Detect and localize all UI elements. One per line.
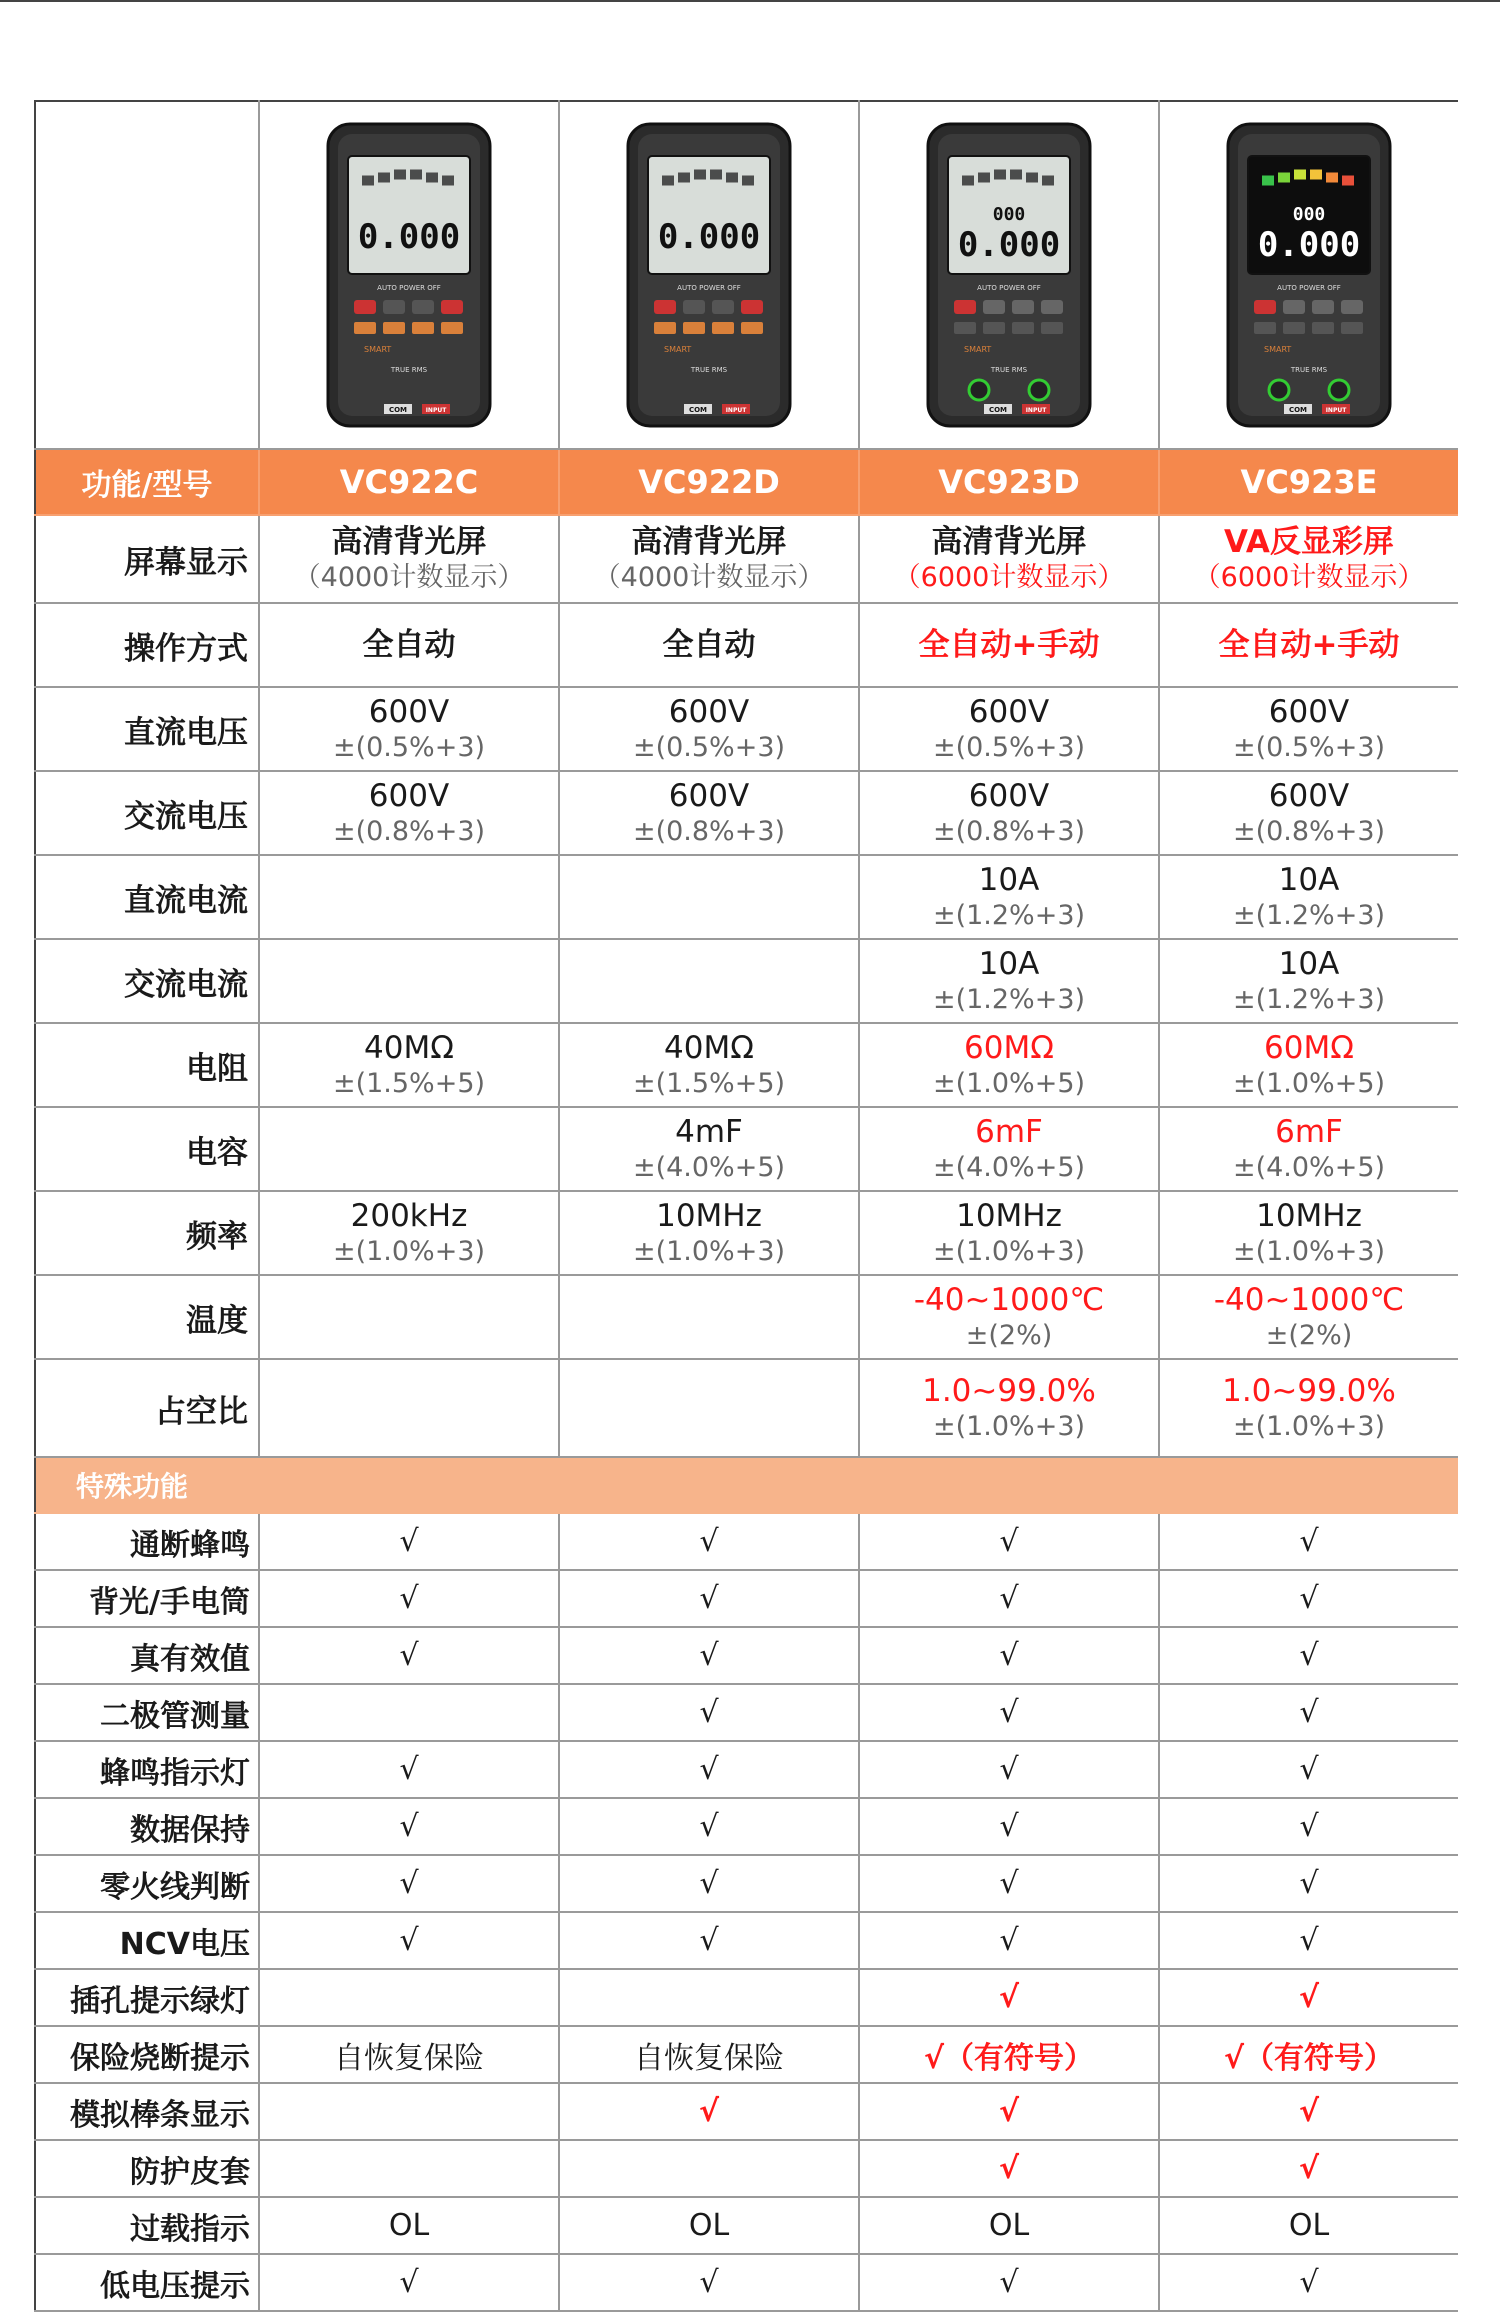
feature-label: 真有效值 [35, 1627, 259, 1684]
spec-value: 600V [968, 778, 1050, 814]
spec-value: 全自动+手动 [918, 627, 1100, 663]
spec-row [35, 1275, 1458, 1359]
feature-cell [259, 1969, 559, 2026]
spec-cell [259, 687, 559, 771]
svg-text:SMART: SMART [364, 345, 392, 354]
spec-cell [559, 515, 859, 603]
spec-accuracy: ±(0.8%+3) [932, 816, 1086, 847]
spec-cell [259, 939, 559, 1023]
spec-accuracy: ±(0.5%+3) [1232, 732, 1386, 763]
feature-cell: 自恢复保险 [259, 2026, 559, 2083]
spec-value: -40~1000℃ [913, 1282, 1105, 1318]
spec-accuracy: ±(1.5%+5) [632, 1068, 786, 1099]
feature-label: 保险烧断提示 [35, 2026, 259, 2083]
spec-accuracy: ±(1.2%+3) [932, 900, 1086, 931]
feature-cell: √（有符号） [1159, 2026, 1458, 2083]
feature-label: 蜂鸣指示灯 [35, 1741, 259, 1798]
check-mark: √ [259, 1627, 559, 1684]
check-mark: √ [859, 1969, 1159, 2026]
feature-label: 数据保持 [35, 1798, 259, 1855]
feature-row [35, 2197, 1458, 2254]
spec-row [35, 603, 1458, 687]
spec-accuracy: ±(0.5%+3) [632, 732, 786, 763]
check-mark: √ [1159, 1627, 1458, 1684]
spec-value: 600V [968, 694, 1050, 730]
svg-text:TRUE RMS: TRUE RMS [990, 366, 1028, 374]
feature-row [35, 2026, 1458, 2083]
spec-accuracy: ±(0.5%+3) [932, 732, 1086, 763]
spec-value: 600V [1268, 778, 1350, 814]
feature-row [35, 2254, 1458, 2311]
spec-label: 电阻 [35, 1023, 259, 1107]
svg-text:AUTO POWER OFF: AUTO POWER OFF [977, 284, 1041, 292]
svg-text:0.000: 0.000 [657, 217, 761, 257]
svg-text:AUTO POWER OFF: AUTO POWER OFF [1277, 284, 1341, 292]
svg-text:SMART: SMART [964, 345, 992, 354]
model-name: VC923D [859, 449, 1159, 515]
spec-value: 10MHz [656, 1198, 762, 1234]
check-mark: √ [559, 2254, 859, 2311]
check-mark: √ [859, 1570, 1159, 1627]
spec-row [35, 1107, 1458, 1191]
spec-cell [1159, 1359, 1458, 1457]
spec-value: 600V [668, 778, 750, 814]
spec-cell [259, 855, 559, 939]
svg-text:SMART: SMART [664, 345, 692, 354]
feature-cell: OL [559, 2197, 859, 2254]
spec-value: 60MΩ [1264, 1030, 1354, 1066]
spec-accuracy: ±(0.8%+3) [632, 816, 786, 847]
spec-accuracy: ±(1.0%+3) [932, 1411, 1086, 1442]
comparison-table-container [34, 100, 1458, 2322]
spec-cell [1159, 515, 1458, 603]
spec-accuracy: ±(4.0%+5) [632, 1152, 786, 1183]
spec-value: 10A [1278, 946, 1340, 982]
check-mark: √ [559, 1855, 859, 1912]
spec-cell [859, 1191, 1159, 1275]
spec-accuracy: ±(2%) [965, 1320, 1053, 1351]
spec-value: 10A [978, 946, 1040, 982]
feature-cell: OL [1159, 2197, 1458, 2254]
spec-value: 40MΩ [664, 1030, 754, 1066]
check-mark: √ [1159, 1684, 1458, 1741]
check-mark: √ [259, 1513, 559, 1570]
spec-cell [259, 1359, 559, 1457]
spec-cell [859, 603, 1159, 687]
spec-row [35, 1191, 1458, 1275]
spec-value: VA反显彩屏 [1224, 524, 1394, 560]
spec-row [35, 1359, 1458, 1457]
check-mark: √ [1159, 1741, 1458, 1798]
spec-value: 全自动+手动 [1218, 627, 1400, 663]
spec-cell [559, 1359, 859, 1457]
feature-row [35, 1912, 1458, 1969]
feature-label: 防护皮套 [35, 2140, 259, 2197]
spec-value: 60MΩ [964, 1030, 1054, 1066]
spec-cell [259, 771, 559, 855]
feature-cell [559, 1969, 859, 2026]
model-header-row [35, 449, 1458, 515]
check-mark: √ [859, 1627, 1159, 1684]
check-mark: √ [259, 1741, 559, 1798]
check-mark: √ [559, 1741, 859, 1798]
svg-text:AUTO POWER OFF: AUTO POWER OFF [677, 284, 741, 292]
spec-value: 全自动 [662, 627, 756, 663]
spec-cell [559, 1191, 859, 1275]
spec-value: 200kHz [350, 1198, 468, 1234]
spec-cell [859, 855, 1159, 939]
check-mark: √ [859, 2140, 1159, 2197]
spec-cell [859, 1275, 1159, 1359]
spec-cell [1159, 1275, 1458, 1359]
svg-text:INPUT: INPUT [425, 407, 447, 414]
feature-row [35, 1627, 1458, 1684]
spec-value: 6mF [1275, 1114, 1343, 1150]
check-mark: √ [1159, 1969, 1458, 2026]
check-mark: √ [859, 1855, 1159, 1912]
spec-cell [259, 1023, 559, 1107]
feature-row [35, 1798, 1458, 1855]
feature-row [35, 2083, 1458, 2140]
check-mark: √ [1159, 1912, 1458, 1969]
spec-label: 直流电流 [35, 855, 259, 939]
spec-cell [559, 855, 859, 939]
check-mark: √ [559, 2083, 859, 2140]
svg-text:COM: COM [1288, 406, 1308, 414]
check-mark: √ [559, 1627, 859, 1684]
feature-cell: 自恢复保险 [559, 2026, 859, 2083]
product-image-cell [559, 101, 859, 449]
spec-label: 交流电压 [35, 771, 259, 855]
feature-cell: √（有符号） [859, 2026, 1159, 2083]
check-mark: √ [859, 1798, 1159, 1855]
section-header-row [35, 1457, 1458, 1513]
spec-cell [859, 515, 1159, 603]
spec-cell [859, 1107, 1159, 1191]
spec-value: 高清背光屏 [331, 524, 487, 560]
spec-label: 交流电流 [35, 939, 259, 1023]
svg-text:0.000: 0.000 [957, 225, 1061, 265]
spec-cell [259, 603, 559, 687]
svg-text:TRUE RMS: TRUE RMS [690, 366, 728, 374]
spec-cell [559, 1023, 859, 1107]
model-name: VC923E [1159, 449, 1458, 515]
check-mark: √ [559, 1684, 859, 1741]
spec-cell [1159, 771, 1458, 855]
spec-accuracy: ±(1.0%+3) [932, 1236, 1086, 1267]
spec-value: 600V [368, 778, 450, 814]
feature-label: 背光/手电筒 [35, 1570, 259, 1627]
multimeter-image [624, 120, 794, 430]
spec-value: 600V [668, 694, 750, 730]
spec-cell [559, 771, 859, 855]
spec-row [35, 939, 1458, 1023]
spec-value: 600V [368, 694, 450, 730]
spec-value: 高清背光屏 [631, 524, 787, 560]
spec-row [35, 1023, 1458, 1107]
feature-label: 通断蜂鸣 [35, 1513, 259, 1570]
svg-text:SMART: SMART [1264, 345, 1292, 354]
spec-value: 6mF [975, 1114, 1043, 1150]
svg-text:AUTO POWER OFF: AUTO POWER OFF [377, 284, 441, 292]
svg-text:000: 000 [1292, 204, 1326, 225]
spec-accuracy: ±(1.0%+3) [632, 1236, 786, 1267]
spec-value: 10A [978, 862, 1040, 898]
spec-value: 10MHz [956, 1198, 1062, 1234]
feature-label: NCV电压 [35, 1912, 259, 1969]
spec-cell [559, 603, 859, 687]
check-mark: √ [859, 2083, 1159, 2140]
svg-text:COM: COM [388, 406, 408, 414]
spec-value: 4mF [675, 1114, 743, 1150]
spec-accuracy: ±(1.5%+5) [332, 1068, 486, 1099]
check-mark: √ [259, 1570, 559, 1627]
spec-accuracy: ±(1.2%+3) [1232, 984, 1386, 1015]
check-mark: √ [1159, 2083, 1458, 2140]
spec-cell [1159, 1107, 1458, 1191]
svg-text:TRUE RMS: TRUE RMS [1290, 366, 1328, 374]
check-mark: √ [259, 1855, 559, 1912]
model-name: VC922D [559, 449, 859, 515]
spec-value: 1.0~99.0% [922, 1373, 1096, 1409]
feature-row [35, 1570, 1458, 1627]
spec-row [35, 855, 1458, 939]
image-row [35, 101, 1458, 449]
spec-accuracy: ±(4.0%+5) [1232, 1152, 1386, 1183]
feature-row [35, 1855, 1458, 1912]
feature-cell [259, 2083, 559, 2140]
feature-cell [559, 2140, 859, 2197]
spec-cell [859, 939, 1159, 1023]
spec-cell [859, 687, 1159, 771]
spec-accuracy: （4000计数显示） [593, 562, 825, 593]
spec-cell [559, 1107, 859, 1191]
feature-cell: OL [259, 2197, 559, 2254]
feature-label: 二极管测量 [35, 1684, 259, 1741]
feature-label: 零火线判断 [35, 1855, 259, 1912]
section-title: 特殊功能 [35, 1457, 1458, 1513]
spec-row [35, 515, 1458, 603]
spec-cell [859, 1023, 1159, 1107]
spec-label: 操作方式 [35, 603, 259, 687]
spec-accuracy: （6000计数显示） [893, 562, 1125, 593]
spec-accuracy: ±(2%) [1265, 1320, 1353, 1351]
check-mark: √ [859, 1912, 1159, 1969]
spec-accuracy: （4000计数显示） [293, 562, 525, 593]
feature-model-header: 功能/型号 [35, 449, 259, 515]
feature-label: 模拟棒条显示 [35, 2083, 259, 2140]
spec-value: 600V [1268, 694, 1350, 730]
svg-text:0.000: 0.000 [1257, 225, 1361, 265]
spec-cell [1159, 1023, 1458, 1107]
spec-accuracy: ±(1.0%+5) [1232, 1068, 1386, 1099]
spec-row [35, 771, 1458, 855]
multimeter-image [924, 120, 1094, 430]
check-mark: √ [259, 2254, 559, 2311]
spec-accuracy: ±(1.2%+3) [932, 984, 1086, 1015]
spec-value: -40~1000℃ [1213, 1282, 1405, 1318]
spec-cell [259, 1275, 559, 1359]
spec-accuracy: ±(0.5%+3) [332, 732, 486, 763]
spec-accuracy: （6000计数显示） [1193, 562, 1425, 593]
check-mark: √ [1159, 1798, 1458, 1855]
spec-cell [1159, 1191, 1458, 1275]
spec-value: 40MΩ [364, 1030, 454, 1066]
empty-corner-cell [35, 101, 259, 449]
svg-text:COM: COM [688, 406, 708, 414]
multimeter-image [1224, 120, 1394, 430]
spec-cell [559, 939, 859, 1023]
top-divider [0, 0, 1500, 2]
svg-text:TRUE RMS: TRUE RMS [390, 366, 428, 374]
spec-cell [559, 687, 859, 771]
check-mark: √ [259, 1798, 559, 1855]
spec-cell [859, 1359, 1159, 1457]
feature-label: 过载指示 [35, 2197, 259, 2254]
spec-value: 10MHz [1256, 1198, 1362, 1234]
spec-value: 1.0~99.0% [1222, 1373, 1396, 1409]
spec-cell [259, 515, 559, 603]
check-mark: √ [859, 2254, 1159, 2311]
spec-value: 10A [1278, 862, 1340, 898]
spec-cell [1159, 855, 1458, 939]
svg-text:INPUT: INPUT [725, 407, 747, 414]
check-mark: √ [859, 1513, 1159, 1570]
svg-text:000: 000 [992, 204, 1026, 225]
spec-label: 屏幕显示 [35, 515, 259, 603]
feature-cell [259, 1684, 559, 1741]
spec-accuracy: ±(1.0%+3) [332, 1236, 486, 1267]
spec-accuracy: ±(1.0%+3) [1232, 1411, 1386, 1442]
feature-row [35, 1513, 1458, 1570]
spec-cell [559, 1275, 859, 1359]
product-image-cell [1159, 101, 1458, 449]
product-image-cell [259, 101, 559, 449]
check-mark: √ [559, 1798, 859, 1855]
spec-accuracy: ±(0.8%+3) [1232, 816, 1386, 847]
check-mark: √ [1159, 2140, 1458, 2197]
feature-cell: OL [859, 2197, 1159, 2254]
spec-accuracy: ±(1.0%+5) [932, 1068, 1086, 1099]
spec-label: 频率 [35, 1191, 259, 1275]
check-mark: √ [1159, 1513, 1458, 1570]
check-mark: √ [1159, 2254, 1458, 2311]
svg-text:0.000: 0.000 [357, 217, 461, 257]
check-mark: √ [559, 1570, 859, 1627]
spec-accuracy: ±(4.0%+5) [932, 1152, 1086, 1183]
spec-label: 直流电压 [35, 687, 259, 771]
feature-row [35, 1684, 1458, 1741]
spec-value: 高清背光屏 [931, 524, 1087, 560]
check-mark: √ [559, 1912, 859, 1969]
spec-label: 温度 [35, 1275, 259, 1359]
spec-cell [259, 1191, 559, 1275]
svg-text:INPUT: INPUT [1025, 407, 1047, 414]
spec-cell [1159, 687, 1458, 771]
model-name: VC922C [259, 449, 559, 515]
spec-accuracy: ±(1.2%+3) [1232, 900, 1386, 931]
spec-cell [1159, 939, 1458, 1023]
comparison-table [34, 100, 1458, 2312]
multimeter-image [324, 120, 494, 430]
spec-cell [259, 1107, 559, 1191]
spec-value: 全自动 [362, 627, 456, 663]
check-mark: √ [259, 1912, 559, 1969]
spec-accuracy: ±(0.8%+3) [332, 816, 486, 847]
feature-row [35, 1969, 1458, 2026]
feature-label: 插孔提示绿灯 [35, 1969, 259, 2026]
spec-cell [1159, 603, 1458, 687]
check-mark: √ [859, 1684, 1159, 1741]
check-mark: √ [1159, 1855, 1458, 1912]
check-mark: √ [1159, 1570, 1458, 1627]
check-mark: √ [559, 1513, 859, 1570]
feature-label: 低电压提示 [35, 2254, 259, 2311]
spec-row [35, 687, 1458, 771]
check-mark: √ [859, 1741, 1159, 1798]
product-image-cell [859, 101, 1159, 449]
spec-label: 占空比 [35, 1359, 259, 1457]
svg-text:INPUT: INPUT [1325, 407, 1347, 414]
svg-text:COM: COM [988, 406, 1008, 414]
spec-cell [859, 771, 1159, 855]
feature-cell [259, 2140, 559, 2197]
feature-row [35, 2140, 1458, 2197]
feature-row [35, 1741, 1458, 1798]
spec-accuracy: ±(1.0%+3) [1232, 1236, 1386, 1267]
spec-label: 电容 [35, 1107, 259, 1191]
